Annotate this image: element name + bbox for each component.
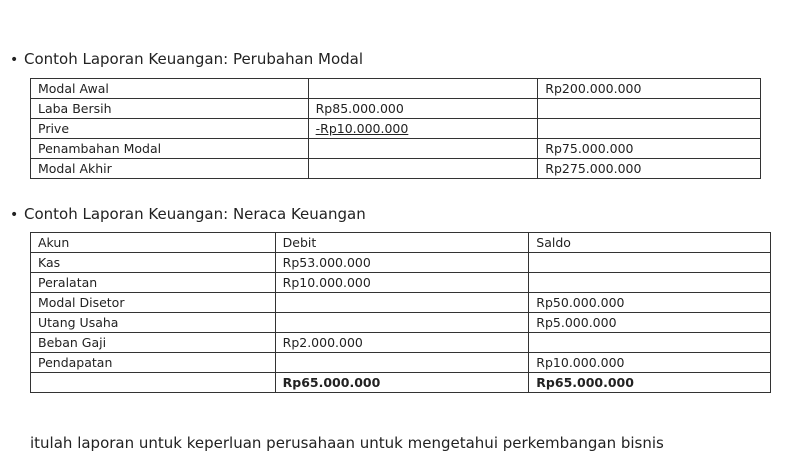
table-cell: Rp75.000.000	[538, 139, 761, 159]
table-row	[31, 139, 761, 159]
table-cell	[308, 79, 538, 99]
table-cell: Peralatan	[31, 273, 276, 293]
table-cell: Utang Usaha	[31, 313, 276, 333]
table-row	[31, 253, 771, 273]
neraca-keuangan-table	[30, 232, 771, 393]
table-row	[31, 313, 771, 333]
trailing-paragraph: itulah laporan untuk keperluan perusahaan untuk mengetahui perkembangan bisnis	[30, 434, 664, 452]
table-cell: Rp2.000.000	[275, 333, 529, 353]
table-cell: Modal Awal	[31, 79, 309, 99]
table-cell: Rp10.000.000	[275, 273, 529, 293]
table-row	[31, 79, 761, 99]
section-title-text: Contoh Laporan Keuangan: Neraca Keuangan	[24, 205, 366, 223]
table-cell	[308, 159, 538, 179]
table-cell	[538, 119, 761, 139]
table-row	[31, 119, 761, 139]
table-cell	[529, 253, 771, 273]
table-cell: Pendapatan	[31, 353, 276, 373]
table-row	[31, 99, 761, 119]
table-cell: Rp200.000.000	[538, 79, 761, 99]
table-cell: Beban Gaji	[31, 333, 276, 353]
table-cell	[529, 333, 771, 353]
bullet-icon: •	[10, 52, 19, 68]
section-title-perubahan-modal	[10, 50, 363, 68]
table-cell	[275, 353, 529, 373]
table-row	[31, 273, 771, 293]
column-header: Akun	[31, 233, 276, 253]
section-title-text: Contoh Laporan Keuangan: Perubahan Modal	[24, 50, 364, 68]
table-cell	[538, 99, 761, 119]
table-cell	[275, 293, 529, 313]
underlined-value: -Rp10.000.000	[315, 120, 409, 136]
section-title-neraca-keuangan	[10, 205, 366, 223]
table-cell: Prive	[31, 119, 309, 139]
table-total-row	[31, 373, 771, 393]
table-row	[31, 159, 761, 179]
table-row	[31, 293, 771, 313]
table-cell: Rp5.000.000	[529, 313, 771, 333]
table-cell: Modal Disetor	[31, 293, 276, 313]
table-cell	[308, 139, 538, 159]
table-cell: Modal Akhir	[31, 159, 309, 179]
table-row	[31, 333, 771, 353]
total-saldo: Rp65.000.000	[529, 373, 771, 393]
table-cell	[31, 373, 276, 393]
table-cell	[529, 273, 771, 293]
perubahan-modal-table	[30, 78, 761, 179]
table-cell: Rp85.000.000	[308, 99, 538, 119]
table-cell	[308, 119, 538, 139]
table-cell: Rp50.000.000	[529, 293, 771, 313]
table-cell: Laba Bersih	[31, 99, 309, 119]
bullet-icon: •	[10, 207, 19, 223]
total-debit: Rp65.000.000	[275, 373, 529, 393]
table-cell: Rp53.000.000	[275, 253, 529, 273]
table-cell: Penambahan Modal	[31, 139, 309, 159]
table-row	[31, 353, 771, 373]
column-header: Saldo	[529, 233, 771, 253]
table-cell: Rp10.000.000	[529, 353, 771, 373]
table-cell	[275, 313, 529, 333]
table-header-row	[31, 233, 771, 253]
table-cell: Kas	[31, 253, 276, 273]
table-cell: Rp275.000.000	[538, 159, 761, 179]
column-header: Debit	[275, 233, 529, 253]
